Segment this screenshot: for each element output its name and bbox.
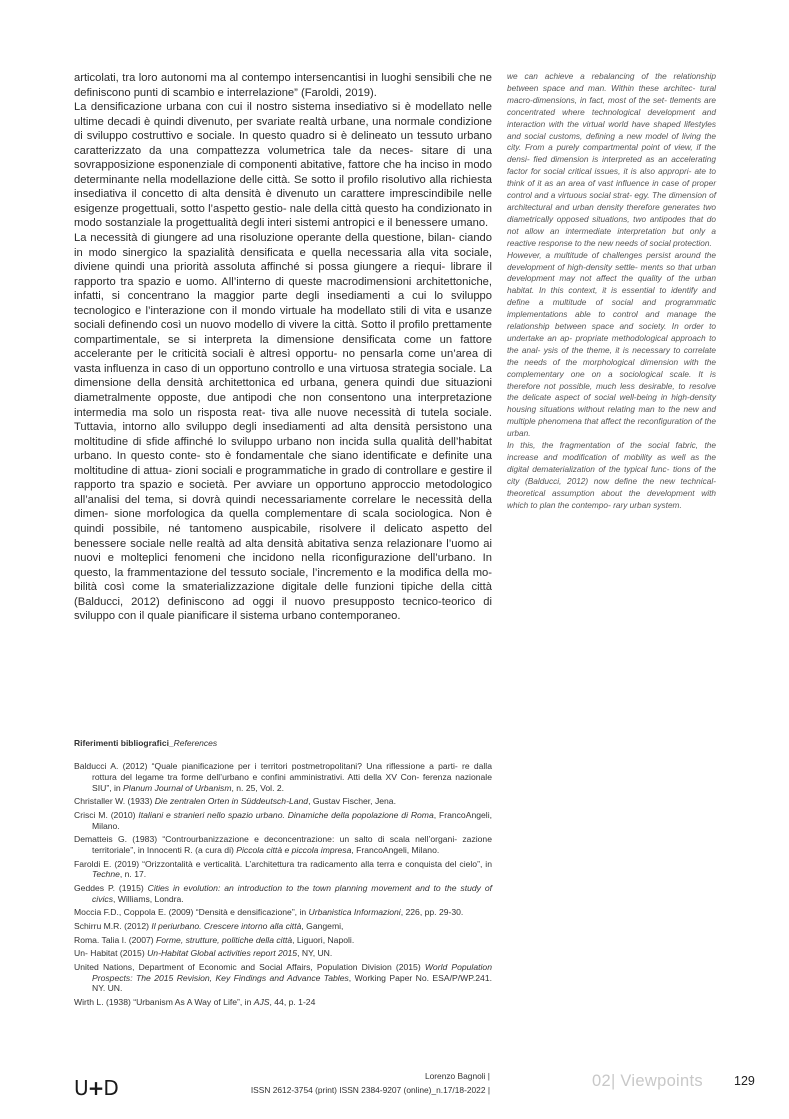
reference-item: Roma. Talia I. (2007) Forme, strutture, politiche della città, Liguori, Napoli. — [74, 934, 355, 945]
reference-item: United Nations, Department of Economic and Social Affairs, Population Division (2015) World Population Prospects: The 2015 Revision, Key Findings and Advance Tables, Working Paper No. ESA/P/WP.241. NY. UN. — [74, 961, 492, 994]
footer-author: Lorenzo Bagnoli | — [424, 1071, 490, 1081]
references-heading-it: Riferimenti bibliografici_ — [74, 738, 174, 748]
english-paragraph: In this, the fragmentation of the social fabric, the increase and modification of mobility as well as the digital dematerialization of the typical func- tions of the city (Balducci, 2012) now define the new technical-theoretical assumption about the development with which to plan the contempo- rary urban system. — [507, 440, 716, 510]
main-paragraph: La necessità di giungere ad una risoluzione operante della questione, bilan- ciando in modo sinergico la spazialità densificata e quella necessaria alla vita sociale, diviene quindi una priorità assoluta affinché si possa giungere a riequi- librare il rapporto tra spazio e uomo. All’interno di queste macrodimensioni architettoniche, infatti, si concentrano la maggior parte degli insediamenti a cui lo sviluppo tecnologico e l’interazione con il mondo virtuale ha modellato stili di vita e usanze sociali definendo così un nuovo modello di vivere la città. Sotto il profilo prettamente compartimentale, se si interpreta la dimensione densificata come un fattore accelerante per le criticità sociali è altresì opportu- no pensarla come un’area di vasta influenza in caso di un opportuno controllo e una virtuosa strategia sociale. La dimensione della densità architettonica ed urbana, genera quindi due situazioni diametralmente opposte, due antipodi che non consentono una interpretazione intermedia ma solo un risposta reat- tiva alle nuove necessità di tutela sociale. Tuttavia, intorno allo sviluppo degli insediamenti ad alta densità persistono una moltitudine di sfide affinché lo sviluppo urbano non incida sulla qualità dell’habitat urbano. In questo conte- sto è fondamentale che siano identificate e definite una moltitudine di attua- zioni sociali e programmatiche in grado di controllare e gestire il rapporto tra spazio e società. Per avviare un opportuno approccio metodologico all’analisi del tema, si dovrà quindi necessariamente correlare le necessità della dimen- sione morfologica da quella complementare di scala sociologica. Non è quindi possibile, né tantomeno auspicabile, risolvere il delicato aspetto del benessere sociale nelle realtà ad alta densità abitativa senza relazionare l’uomo ai nuovi e molteplici fenomeni che incidono nella riconfigurazione dell’urbano. In questo, la frammentazione del tessuto sociale, l’incremento e la modifica della mo- bilità così come la smaterializzazione digitale delle funzioni tipiche della città (Balducci, 2012) definiscono ad oggi il nuovo presupposto tecnico-teorico di sviluppo con il quale pianificare il sistema urbano contemporaneo. — [74, 232, 492, 623]
reference-item: Christaller W. (1933) Die zentralen Orten in Süddeutsch-Land, Gustav Fischer, Jena. — [74, 796, 396, 807]
references-list — [74, 761, 492, 1011]
english-paragraph: However, a multitude of challenges persist around the development of high-density settle- ments so that urban development may not affect the quality of the urban habitat. In this context, it is essential to identify and define a multitude of social and programmatic implementations able to control and manage the relationship between space and society. In order to undertake an ap- propriate methodological approach to the anal- ysis of the theme, it is necessary to correlate the needs of the morphological dimension with the complementary one on a sociological scale. It is therefore not possible, much less desirable, to resolve the delicate aspect of social well-being in high-density housing situations without relating man to the new and multiple phenomena that affect the reconfiguration of the urban. — [507, 249, 716, 439]
main-paragraph: La densificazione urbana con cui il nostro sistema insediativo si è modellato nelle ultime decadi è quindi divenuto, per svariate realtà urbane, una normale condizione di sviluppo costruttivo e sociale. In questo quadro si è delineato un tessuto urbano caratterizzato da una compattezza volumetrica tale da neces- sitare di una sovrapposizione esponenziale di componenti abitative, fattore che ha inciso in modo determinante nella modellazione delle città. Se sotto il profilo risolutivo alla richiesta insediativa il concetto di alta densità è divenuto un carattere imprescindibile nelle esigenze progettuali, sotto l’aspetto gestio- nale della città questo ha condizionato in modo sostanziale la progettualità degli interi sistemi antropici e il benessere umano. — [74, 101, 492, 230]
reference-item: Balducci A. (2012) “Quale pianificazione per i territori postmetropolitani? Una riflessione a parti- re dalla rottura del legame tra forme dell’urbano e confini amministrativi. Atti della XV Con- ferenza nazionale SIU”, in Planum Journal of Urbanism, n. 25, Vol. 2. — [74, 761, 492, 793]
english-abstract-column — [507, 71, 716, 512]
reference-item: Faroldi E. (2019) “Orizzontalità e verticalità. L’architettura tra radicamento alla terra e conquista del cielo”, in Techne, n. 17. — [74, 858, 492, 880]
main-text-column — [74, 71, 492, 624]
reference-item: Moccia F.D., Coppola E. (2009) “Densità e densificazione”, in Urbanistica Informazioni, 226, pp. 29-30. — [74, 907, 464, 918]
reference-item: Dematteis G. (1983) “Controurbanizzazione e deconcentrazione: un salto di scala nell’organi- zazione territoriale”, in Innocenti R. (a cura di) Piccola città e piccola impresa, FrancoAngeli, Milano. — [74, 834, 492, 855]
reference-item: Crisci M. (2010) Italiani e stranieri nello spazio urbano. Dinamiche della popolazione di Roma, FrancoAngeli, Milano. — [74, 809, 492, 831]
page-number: 129 — [734, 1074, 755, 1088]
references-heading-en: References — [173, 738, 218, 748]
english-paragraph: we can achieve a rebalancing of the relationship between space and man. Within these architec- tural macro-dimensions, in fact, most of the set- tlements are concentrated where technological development and interaction with the virtual world have shaped lifestyles and social customs, defining a new model of living the city. From a purely compartmental point of view, if the densi- fied dimension is interpreted as an accelerating factor for social critical issues, it is also appropri- ate to think of it as an area of vast influence in case of proper control and a virtuous social strat- egy. The dimension of architectural and urban density therefore generates two diametrically opposed situations, two antipodes that do not allow an intermediate interpretation but only a reactive response to the new needs of social protection. — [507, 71, 716, 248]
footer-issn: ISSN 2612-3754 (print) ISSN 2384-9207 (online)_n.17/18-2022 | — [250, 1085, 490, 1095]
section-label: 02| Viewpoints — [592, 1072, 703, 1090]
journal-logo: U+D — [74, 1076, 118, 1100]
reference-item: Un- Habitat (2015) Un-Habitat Global activities report 2015, NY, UN. — [74, 948, 333, 959]
reference-item: Schirru M.R. (2012) Il periurbano. Crescere intorno alla città, Gangemi, — [74, 920, 344, 931]
reference-item: Geddes P. (1915) Cities in evolution: an introduction to the town planning movement and to the study of civics, Williams, Londra. — [74, 882, 492, 904]
references-heading — [74, 738, 217, 748]
reference-item: Wirth L. (1938) “Urbanism As A Way of Life”, in AJS, 44, p. 1-24 — [74, 996, 316, 1007]
main-paragraph: articolati, tra loro autonomi ma al contempo intersencantisi in luoghi sensibili che ne definiscono punti di scambio e interrelazione” (Faroldi, 2019). — [74, 72, 492, 99]
